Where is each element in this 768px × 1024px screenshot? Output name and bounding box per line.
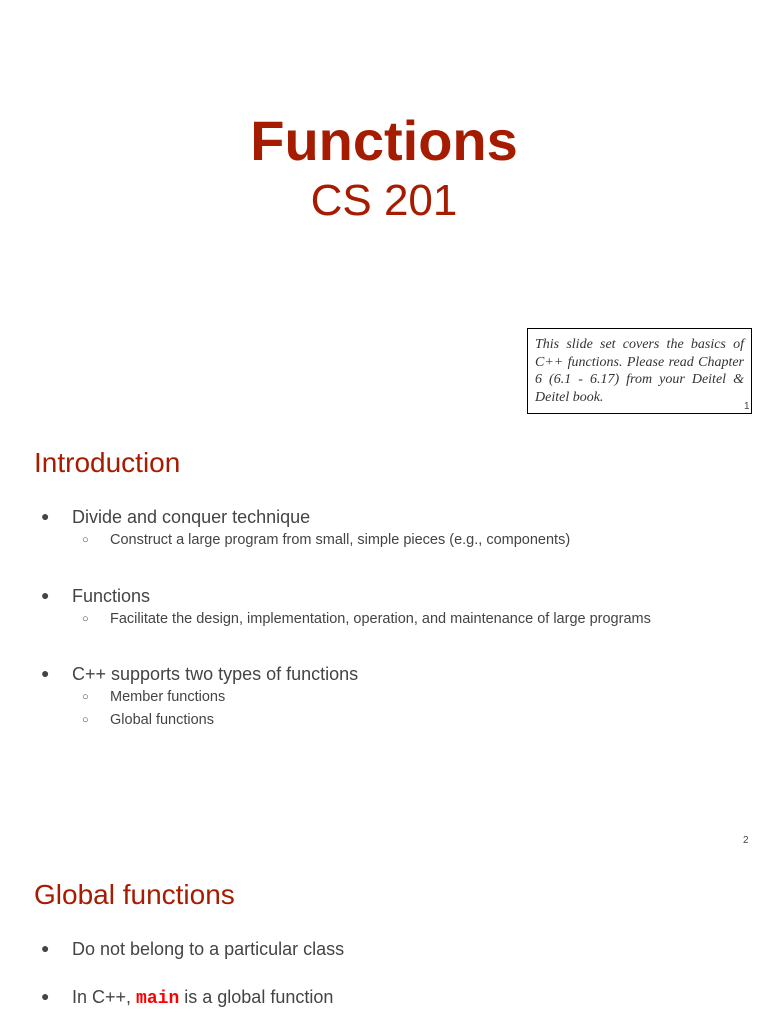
hollow-circle-icon: ○ [82,691,89,703]
bullet-text: Functions [72,586,151,606]
sub-bullet-text: Construct a large program from small, simple pieces (e.g., components) [110,532,571,548]
bullet-dot-icon: ● [41,988,50,1004]
slide-global-functions [0,864,768,1024]
bullet-dot-icon: ● [41,508,50,524]
hollow-circle-icon: ○ [82,613,89,625]
bullet-text [72,986,333,1010]
presentation-title: Functions [250,109,518,172]
bullet-dot-icon: ● [41,587,50,603]
bullet-dot-icon: ● [41,940,50,956]
sub-bullet-text: Global functions [110,712,214,728]
bullet-text-prefix: In C++, [72,987,137,1007]
sub-bullet-text: Member functions [110,689,226,705]
bullet-text: Do not belong to a particular class [72,939,345,959]
hollow-circle-icon: ○ [82,534,89,546]
slide-introduction [0,432,768,864]
slide-heading: Introduction [34,447,181,478]
slide-heading: Global functions [34,879,235,910]
page-number: 2 [743,835,749,846]
code-keyword: main [136,989,180,1009]
bullet-text-suffix: is a global function [179,987,334,1007]
sub-bullet-text: Facilitate the design, implementation, operation, and maintenance of large programs [110,611,651,627]
bullet-text: Divide and conquer technique [72,507,311,527]
bullet-text: C++ supports two types of functions [72,664,359,684]
slide-title [0,0,768,432]
presentation-subtitle: CS 201 [310,176,458,225]
page-number: 1 [744,401,750,412]
hollow-circle-icon: ○ [82,714,89,726]
bullet-dot-icon: ● [41,665,50,681]
reading-note: This slide set covers the basics of C++ functions. Please read Chapter 6 (6.1 - 6.17) from your Deitel & Deitel book. [527,328,752,414]
